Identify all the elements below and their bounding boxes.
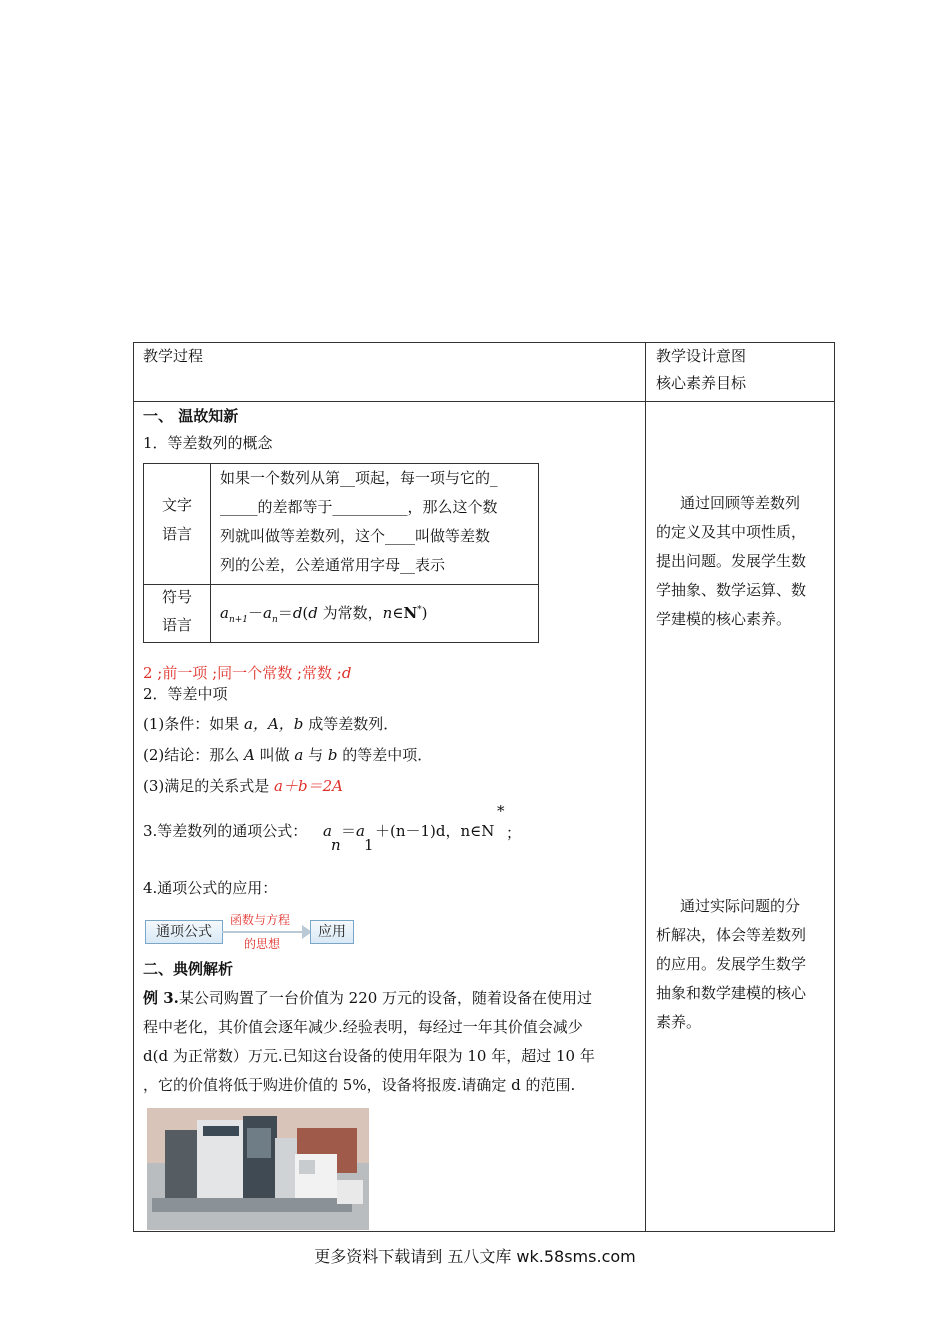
general-term-a: a (323, 822, 332, 840)
example-line-4: ，它的价值将低于购进价值的 5%，设备将报废.请确定 d 的范围. (143, 1076, 576, 1094)
item-1-heading: 1．等差数列的概念 (143, 434, 273, 452)
section-1-title: 一、 温故知新 (143, 407, 239, 425)
general-term-sub-1: 1 (364, 836, 374, 854)
header-divider (134, 401, 834, 402)
row2-label-a: 符号 (162, 588, 193, 606)
blank-answers: 2 ;前一项 ;同一个常数 ;常数 ;d (143, 664, 352, 682)
definition-line-3: 列就叫做等差数列，这个____叫做等差数 (220, 527, 491, 545)
header-intent: 教学设计意图 (656, 347, 747, 365)
general-term-rest: ＋(n－1)d，n∈N (375, 822, 495, 840)
printing-machine-illustration (147, 1108, 369, 1230)
row2-label-b: 语言 (162, 616, 193, 634)
row1-label-a: 文字 (162, 496, 193, 514)
header-literacy: 核心素养目标 (656, 374, 747, 392)
general-term-a1: a (356, 822, 365, 840)
middle-term-condition: (1)条件：如果 a，A，b 成等差数列． (143, 715, 399, 733)
design-intent-1: 通过回顾等差数列 的定义及其中项性质， 提出问题。发展学生数 学抽象、数学运算、数 学建模的核心素养。 (656, 494, 807, 628)
flow-label-top: 函数与方程 (230, 913, 291, 927)
definition-line-4: 列的公差，公差通常用字母__表示 (220, 556, 446, 574)
general-term-end: ； (506, 824, 522, 842)
general-term-sub-n: n (331, 836, 341, 854)
definition-table-hdivider (144, 584, 538, 585)
definition-table-vdivider (210, 464, 211, 642)
printing-machine-photo (147, 1108, 369, 1230)
middle-term-relation: (3)满足的关系式是 a＋b＝2A (143, 777, 343, 795)
example-line-3: d(d 为正常数）万元.已知这台设备的使用年限为 10 年，超过 10 年 (143, 1047, 595, 1065)
example-line-2: 程中老化，其价值会逐年减少.经验表明，每经过一年其价值会减少 (143, 1018, 583, 1036)
item-4-heading: 4.通项公式的应用： (143, 879, 278, 897)
flow-box-application: 应用 (310, 920, 354, 944)
flow-box-general-term: 通项公式 (145, 920, 223, 944)
row1-label-b: 语言 (162, 525, 193, 543)
general-term-eq: ＝ (341, 822, 357, 840)
definition-line-2: _____的差都等于__________，那么这个数 (220, 498, 498, 516)
definition-line-1: 如果一个数列从第__项起，每一项与它的_ (220, 469, 498, 487)
flow-label-bottom: 的思想 (244, 937, 281, 951)
design-intent-2: 通过实际问题的分 析解决，体会等差数列 的应用。发展学生数学 抽象和数学建模的核心 素养。 (656, 897, 807, 1031)
flow-arrow-line (222, 931, 308, 933)
lesson-table (133, 342, 835, 1232)
definition-table (143, 463, 539, 643)
column-divider (645, 343, 646, 1231)
section-2-title: 二、典例解析 (143, 960, 234, 978)
header-process: 教学过程 (143, 347, 204, 365)
example-line-1: 例 3.某公司购置了一台价值为 220 万元的设备，随着设备在使用过 (143, 989, 593, 1007)
symbol-formula: $a_{n+1}-a_n=d(d$ 为常数，n∈N*) (220, 604, 428, 625)
item-2-heading: 2．等差中项 (143, 685, 228, 703)
middle-term-conclusion: (2)结论：那么 A 叫做 a 与 b 的等差中项． (143, 746, 433, 764)
general-term-label: 3.等差数列的通项公式： (143, 822, 308, 840)
general-term-star: * (497, 802, 505, 820)
footer-link[interactable]: 更多资料下载请到 五八文库 wk.58sms.com (314, 1247, 636, 1266)
